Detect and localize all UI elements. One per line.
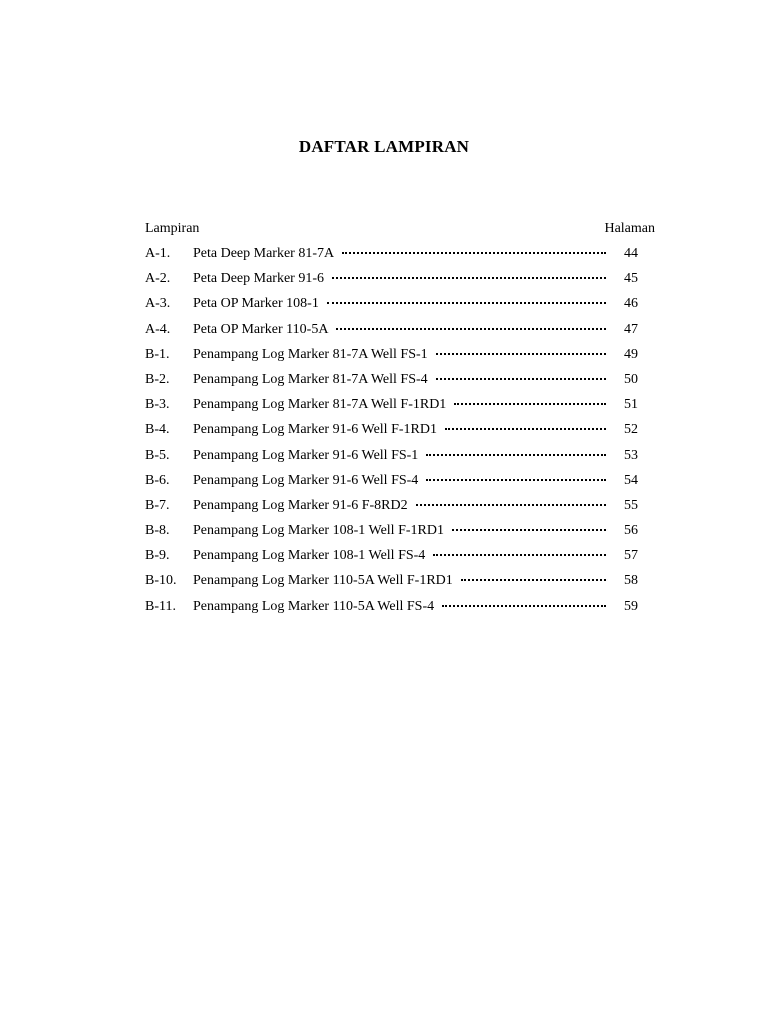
entry-label: Penampang Log Marker 91-6 Well FS-1 <box>193 447 419 463</box>
entry-label: Penampang Log Marker 108-1 Well FS-4 <box>193 548 426 564</box>
entry-label: Peta Deep Marker 91-6 <box>193 271 325 287</box>
entry-code: B-2. <box>145 371 170 387</box>
dot-leader <box>454 403 606 405</box>
entry-label: Penampang Log Marker 110-5A Well F-1RD1 <box>193 573 453 589</box>
header-lampiran: Lampiran <box>145 221 200 236</box>
dot-leader <box>436 378 606 380</box>
entry-page-number: 55 <box>624 497 638 513</box>
entry-page-number: 58 <box>624 573 638 589</box>
dot-leader <box>436 353 606 355</box>
dot-leader <box>426 479 606 481</box>
list-item <box>145 372 638 397</box>
entry-code: A-1. <box>145 246 171 261</box>
entry-code: B-6. <box>145 472 170 488</box>
dot-leader <box>327 302 606 304</box>
column-header <box>145 221 655 241</box>
list-item <box>145 322 638 347</box>
entry-code: A-2. <box>145 271 171 287</box>
dot-leader <box>452 529 606 531</box>
entry-label: Peta OP Marker 108-1 <box>193 296 319 312</box>
list-item <box>145 246 638 271</box>
list-item <box>145 599 638 624</box>
list-item <box>145 296 638 321</box>
entry-label: Peta Deep Marker 81-7A <box>193 246 335 261</box>
dot-leader <box>461 579 606 581</box>
entry-page-number: 54 <box>624 472 638 488</box>
entry-page-number: 59 <box>624 598 638 614</box>
dot-leader <box>332 277 606 279</box>
entry-code: B-1. <box>145 346 170 362</box>
dot-leader <box>426 454 606 456</box>
entry-label: Penampang Log Marker 108-1 Well F-1RD1 <box>193 523 444 539</box>
list-item <box>145 473 638 498</box>
entry-page-number: 44 <box>624 246 638 261</box>
entry-label: Penampang Log Marker 81-7A Well FS-4 <box>193 371 428 387</box>
entry-label: Peta OP Marker 110-5A <box>193 321 329 337</box>
dot-leader <box>433 554 606 556</box>
list-item <box>145 573 638 598</box>
entry-page-number: 47 <box>624 321 638 337</box>
entry-label: Penampang Log Marker 81-7A Well FS-1 <box>193 346 428 362</box>
dot-leader <box>442 605 606 607</box>
entry-page-number: 51 <box>624 397 638 413</box>
entry-page-number: 50 <box>624 371 638 387</box>
entry-label: Penampang Log Marker 91-6 Well F-1RD1 <box>193 422 437 438</box>
entry-page-number: 53 <box>624 447 638 463</box>
entry-page-number: 45 <box>624 271 638 287</box>
dot-leader <box>445 428 606 430</box>
entry-code: A-4. <box>145 321 171 337</box>
entry-label: Penampang Log Marker 81-7A Well F-1RD1 <box>193 397 447 413</box>
dot-leader <box>416 504 606 506</box>
list-item <box>145 347 638 372</box>
entry-page-number: 49 <box>624 346 638 362</box>
entry-code: B-5. <box>145 447 170 463</box>
entry-code: B-11. <box>145 598 176 614</box>
entry-label: Penampang Log Marker 91-6 F-8RD2 <box>193 497 408 513</box>
entry-code: B-3. <box>145 397 170 413</box>
list-item <box>145 523 638 548</box>
entry-label: Penampang Log Marker 91-6 Well FS-4 <box>193 472 419 488</box>
appendix-list <box>145 246 638 624</box>
dot-leader <box>336 328 606 330</box>
entry-code: B-8. <box>145 523 170 539</box>
entry-code: B-7. <box>145 497 170 513</box>
entry-code: B-10. <box>145 573 177 589</box>
entry-page-number: 52 <box>624 422 638 438</box>
list-item <box>145 448 638 473</box>
list-item <box>145 422 638 447</box>
header-halaman: Halaman <box>604 221 655 236</box>
list-item <box>145 498 638 523</box>
list-item <box>145 397 638 422</box>
list-item <box>145 271 638 296</box>
entry-page-number: 56 <box>624 523 638 539</box>
entry-code: B-4. <box>145 422 170 438</box>
entry-page-number: 46 <box>624 296 638 312</box>
page-title: DAFTAR LAMPIRAN <box>298 137 470 156</box>
entry-page-number: 57 <box>624 548 638 564</box>
entry-code: B-9. <box>145 548 170 564</box>
entry-label: Penampang Log Marker 110-5A Well FS-4 <box>193 598 435 614</box>
list-item <box>145 548 638 573</box>
entry-code: A-3. <box>145 296 171 312</box>
dot-leader <box>342 252 606 254</box>
